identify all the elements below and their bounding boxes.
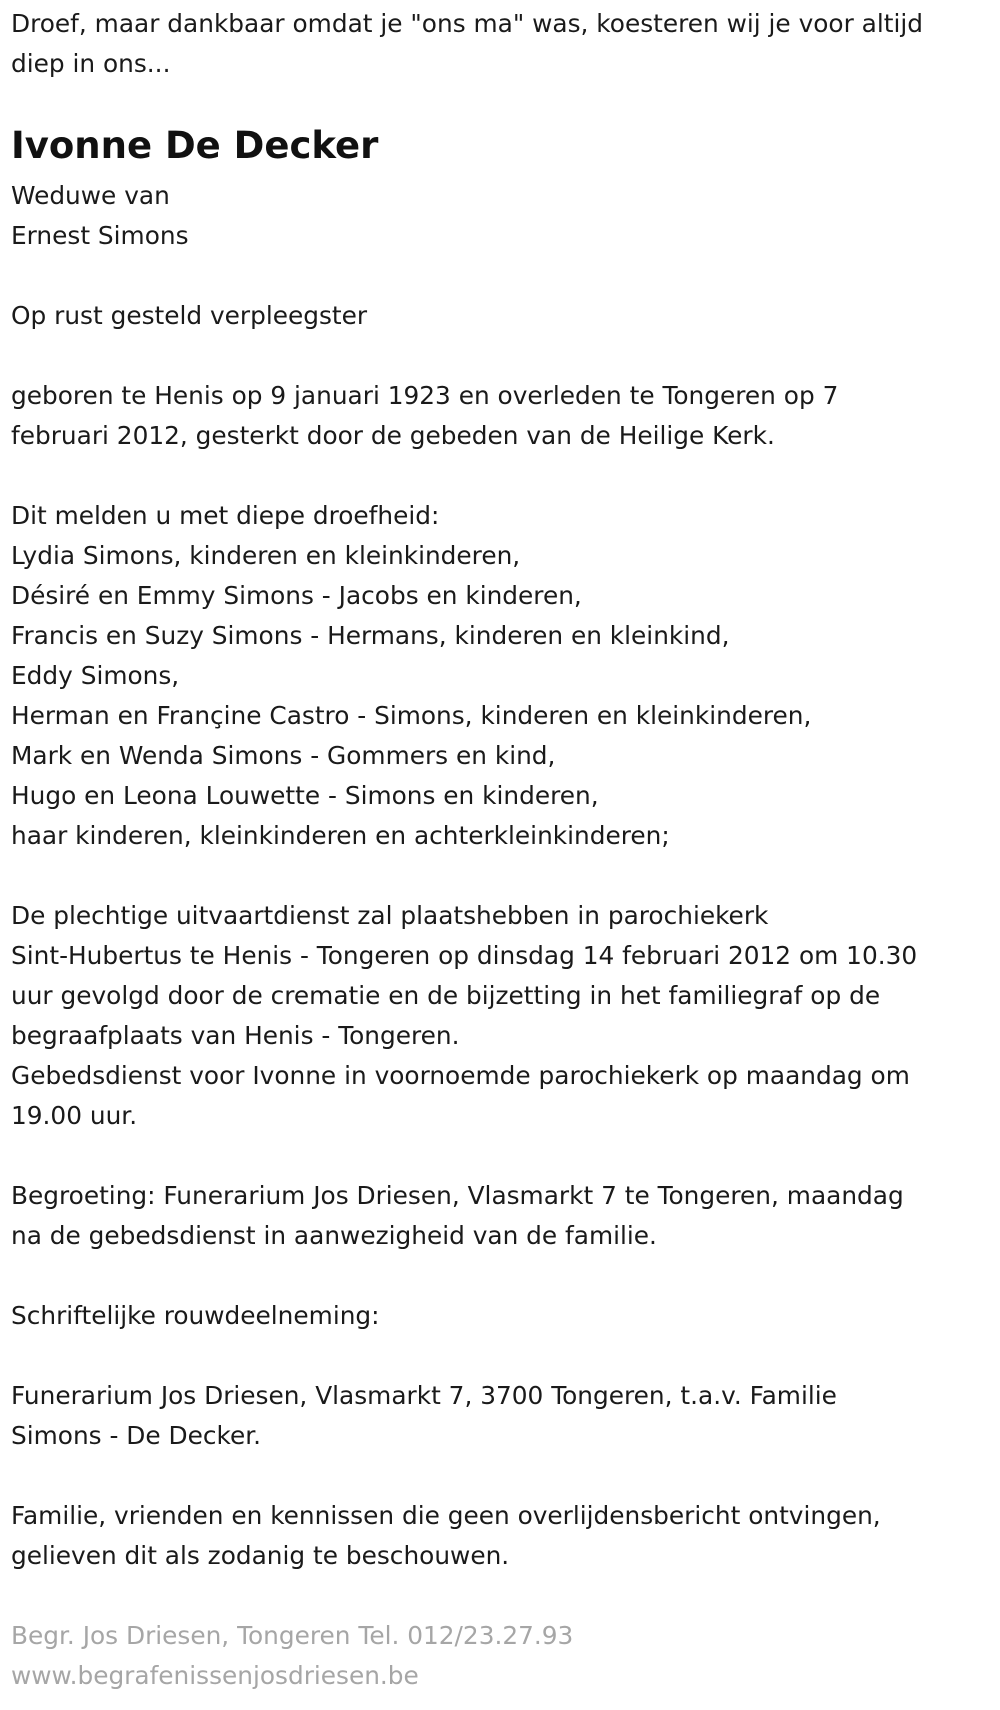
spacer <box>11 1336 996 1376</box>
closing-paragraph <box>11 1496 996 1576</box>
death-notice <box>11 4 996 1696</box>
undertaker-website: www.begrafenissenjosdriesen.be <box>11 1661 419 1690</box>
paragraph-line: Familie, vrienden en kennissen die geen overlijdensbericht ontvingen, <box>11 1501 881 1530</box>
spacer <box>11 1576 996 1616</box>
spacer <box>11 336 996 376</box>
spacer <box>11 856 996 896</box>
announcer-item: haar kinderen, kleinkinderen en achterkleinkinderen; <box>11 821 670 850</box>
spacer <box>11 1136 996 1176</box>
spouse-name: Ernest Simons <box>11 221 189 250</box>
paragraph-line: gelieven dit als zodanig te beschouwen. <box>11 1541 510 1570</box>
intro-line: Droef, maar dankbaar omdat je "ons ma" was, koesteren wij je voor altijd <box>11 9 923 38</box>
announcer-item: Mark en Wenda Simons - Gommers en kind, <box>11 741 556 770</box>
announcer-item: Herman en Françine Castro - Simons, kinderen en kleinkinderen, <box>11 701 812 730</box>
announcer-item: Francis en Suzy Simons - Hermans, kinderen en kleinkind, <box>11 621 730 650</box>
paragraph-line: Sint-Hubertus te Henis - Tongeren op dinsdag 14 februari 2012 om 10.30 <box>11 941 918 970</box>
widow-line: Weduwe van <box>11 181 170 210</box>
deceased-name: Ivonne De Decker <box>11 124 379 167</box>
paragraph-line: geboren te Henis op 9 januari 1923 en overleden te Tongeren op 7 <box>11 381 839 410</box>
condolence-address <box>11 1376 996 1456</box>
profession: Op rust gesteld verpleegster <box>11 301 368 330</box>
announcer-item: Lydia Simons, kinderen en kleinkinderen, <box>11 541 521 570</box>
widow-of <box>11 176 996 256</box>
intro-line: diep in ons... <box>11 49 171 78</box>
paragraph-line: Begroeting: Funerarium Jos Driesen, Vlasmarkt 7 te Tongeren, maandag <box>11 1181 904 1210</box>
announcer-item: Désiré en Emmy Simons - Jacobs en kinderen, <box>11 581 582 610</box>
announcer-item: Hugo en Leona Louwette - Simons en kinderen, <box>11 781 599 810</box>
paragraph-line: Simons - De Decker. <box>11 1421 262 1450</box>
announcers-heading: Dit melden u met diepe droefheid: <box>11 501 440 530</box>
spacer <box>11 456 996 496</box>
condolence-label: Schriftelijke rouwdeelneming: <box>11 1301 380 1330</box>
paragraph-line: februari 2012, gesterkt door de gebeden van de Heilige Kerk. <box>11 421 775 450</box>
spacer <box>11 1256 996 1296</box>
undertaker-contact: Begr. Jos Driesen, Tongeren Tel. 012/23.27.93 <box>11 1621 574 1650</box>
paragraph-line: Gebedsdienst voor Ivonne in voornoemde parochiekerk op maandag om <box>11 1061 910 1090</box>
greeting-paragraph <box>11 1176 996 1256</box>
funeral-service-paragraph <box>11 896 996 1136</box>
intro-text <box>11 4 996 84</box>
paragraph-line: uur gevolgd door de crematie en de bijzetting in het familiegraf op de <box>11 981 881 1010</box>
paragraph-line: De plechtige uitvaartdienst zal plaatshebben in parochiekerk <box>11 901 769 930</box>
spacer <box>11 1456 996 1496</box>
paragraph-line: Funerarium Jos Driesen, Vlasmarkt 7, 3700 Tongeren, t.a.v. Familie <box>11 1381 837 1410</box>
birth-death-paragraph <box>11 376 996 456</box>
announcer-item: Eddy Simons, <box>11 661 180 690</box>
paragraph-line: 19.00 uur. <box>11 1101 138 1130</box>
paragraph-line: na de gebedsdienst in aanwezigheid van de familie. <box>11 1221 657 1250</box>
announcers-list <box>11 496 996 856</box>
undertaker-footer <box>11 1616 996 1696</box>
paragraph-line: begraafplaats van Henis - Tongeren. <box>11 1021 460 1050</box>
spacer <box>11 256 996 296</box>
